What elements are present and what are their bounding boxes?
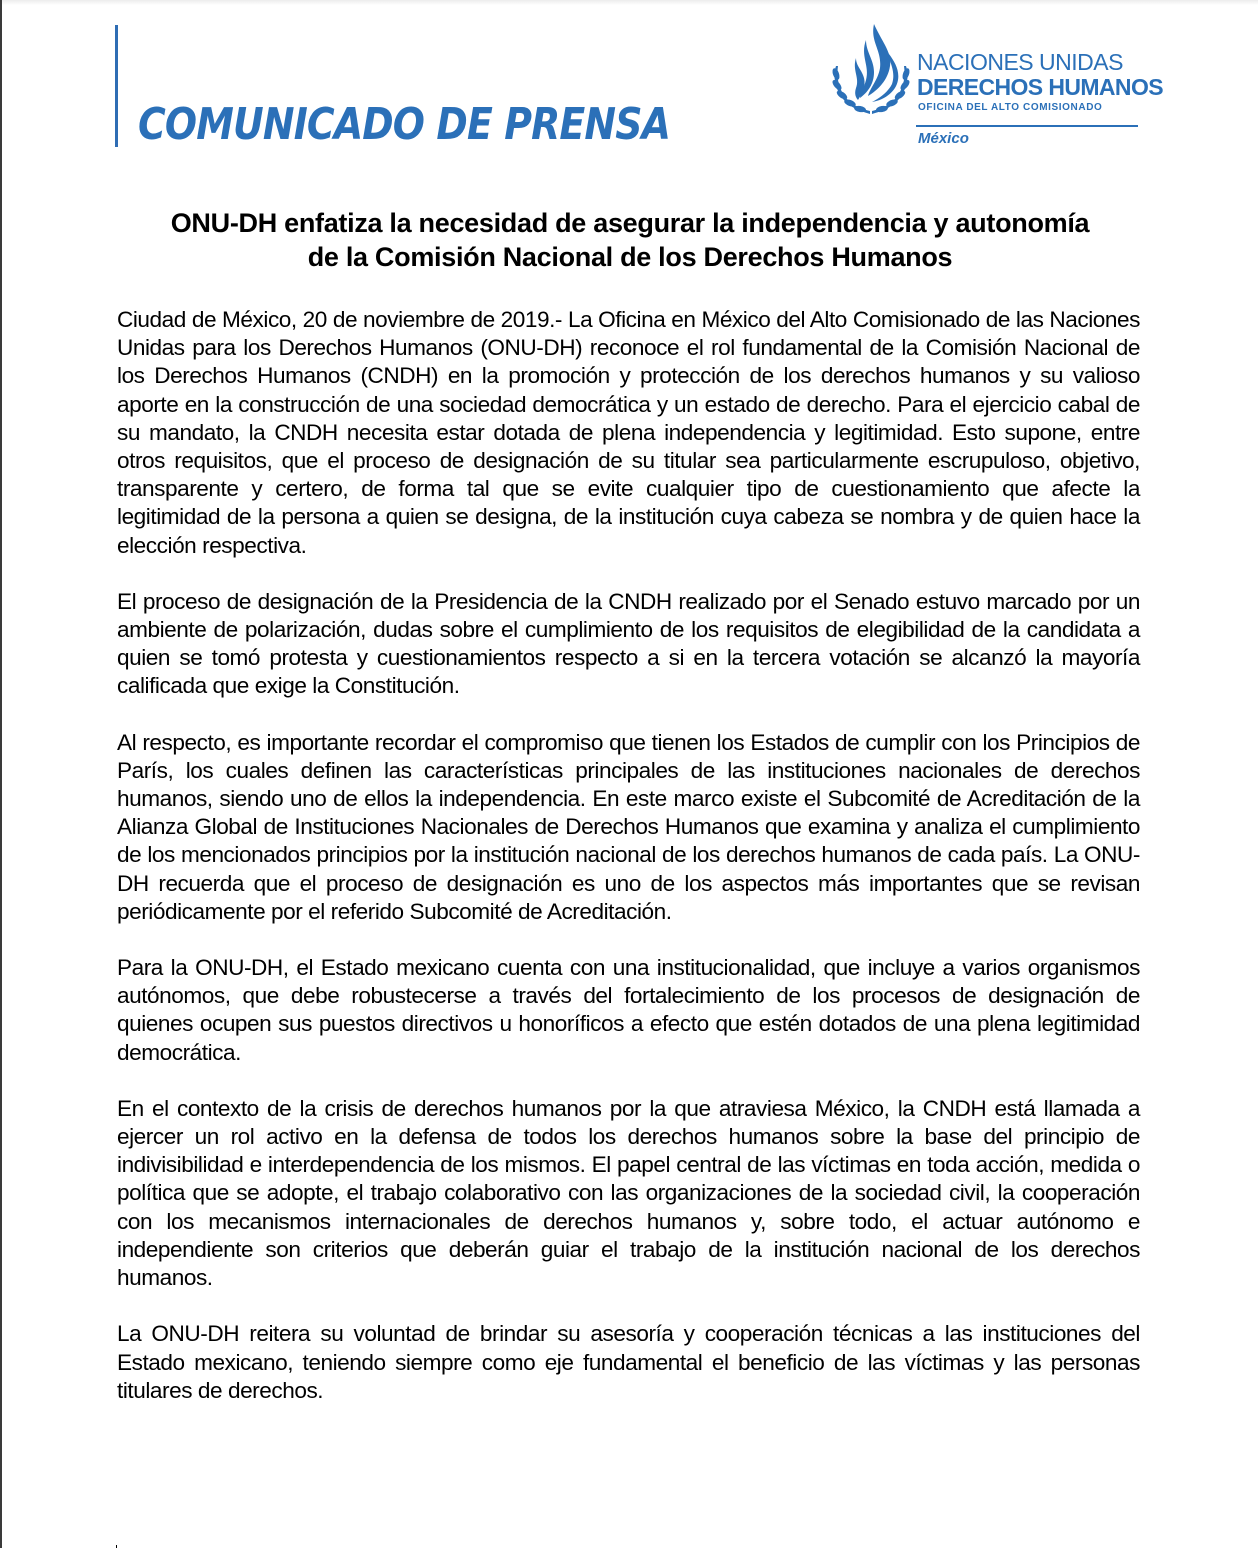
un-human-rights-logo xyxy=(830,22,1163,152)
document-title-line-2: de la Comisión Nacional de los Derechos Humanos xyxy=(307,242,953,272)
header-accent-bar xyxy=(115,25,118,147)
body-paragraph: En el contexto de la crisis de derechos humanos por la que atraviesa México, la CNDH está llamada a ejercer un rol activo en la defensa de todos los derechos humanos sobre la base del principio de indivisibilidad e interdependencia de los mismos. El papel central de las víctimas en toda acción, medida o política que se adopte, el trabajo colaborativo con las organizaciones de la sociedad civil, la cooperación con los mecanismos internacionales de derechos humanos y, sobre todo, el actuar autónomo e independiente son criterios que deberán guiar el trabajo de la institución nacional de los derechos humanos. xyxy=(117,1095,1140,1291)
page-left-border xyxy=(0,0,2,1548)
body-paragraph: Al respecto, es importante recordar el compromiso que tienen los Estados de cumplir con los Principios de París, los cuales definen las características principales de las instituciones nacionales de derechos humanos, siendo uno de ellos la independencia. En este marco existe el Subcomité de Acreditación de la Alianza Global de Instituciones Nacionales de Derechos Humanos que examina y analiza el cumplimiento de los mencionados principios por la institución nacional de los derechos humanos de cada país. La ONU-DH recuerda que el proceso de designación es uno de los aspectos más importantes que se revisan periódicamente por el referido Subcomité de Acreditación. xyxy=(117,729,1140,924)
un-human-rights-flame-emblem-icon xyxy=(830,22,912,120)
document-title-line-1: ONU-DH enfatiza la necesidad de asegurar la independencia y autonomía xyxy=(170,208,1090,238)
document-body xyxy=(117,306,1140,1433)
body-paragraph: Ciudad de México, 20 de noviembre de 2019.- La Oficina en México del Alto Comisionado de las Naciones Unidas para los Derechos Humanos (ONU-DH) reconoce el rol fundamental de la Comisión Nacional de los Derechos Humanos (CNDH) en la promoción y protección de los derechos humanos y su valioso aporte en la construcción de una sociedad democrática y un estado de derecho. Para el ejercicio cabal de su mandato, la CNDH necesita estar dotada de plena independencia y legitimidad. Esto supone, entre otros requisitos, que el proceso de designación de su titular sea particularmente escrupuloso, objetivo, transparente y certero, de forma tal que se evite cualquier tipo de cuestionamiento que afecte la legitimidad de la persona a quien se designa, de la institución cuya cabeza se nombra y de quien hace la elección respectiva. xyxy=(117,307,1140,558)
logo-line-naciones-unidas: NACIONES UNIDAS xyxy=(917,49,1123,75)
page-top-edge xyxy=(0,0,1258,5)
logo-line-derechos-humanos: DERECHOS HUMANOS xyxy=(917,74,1163,100)
body-paragraph: Para la ONU-DH, el Estado mexicano cuenta con una institucionalidad, que incluye a varios organismos autónomos, que debe robustecerse a través del fortalecimiento de los procesos de designación de quienes ocupen sus puestos directivos u honoríficos a efecto que estén dotados de una plena legitimidad democrática. xyxy=(117,955,1140,1065)
body-paragraph: El proceso de designación de la Presidencia de la CNDH realizado por el Senado estuvo marcado por un ambiente de polarización, dudas sobre el cumplimiento de los requisitos de elegibilidad de la candidata a quien se tomó protesta y cuestionamientos respecto a si en la tercera votación se alcanzó la mayoría calificada que exige la Constitución. xyxy=(117,588,1140,699)
press-release-label: COMUNICADO DE PRENSA xyxy=(138,99,671,150)
logo-line-oficina: OFICINA DEL ALTO COMISIONADO xyxy=(918,102,1103,113)
document-title xyxy=(110,206,1150,274)
logo-country: México xyxy=(918,130,969,147)
logo-divider xyxy=(916,125,1138,127)
body-paragraph: La ONU-DH reitera su voluntad de brindar su asesoría y cooperación técnicas a las instituciones del Estado mexicano, teniendo siempre como eje fundamental el beneficio de las víctimas y las personas titulares de derechos. xyxy=(117,1321,1140,1403)
